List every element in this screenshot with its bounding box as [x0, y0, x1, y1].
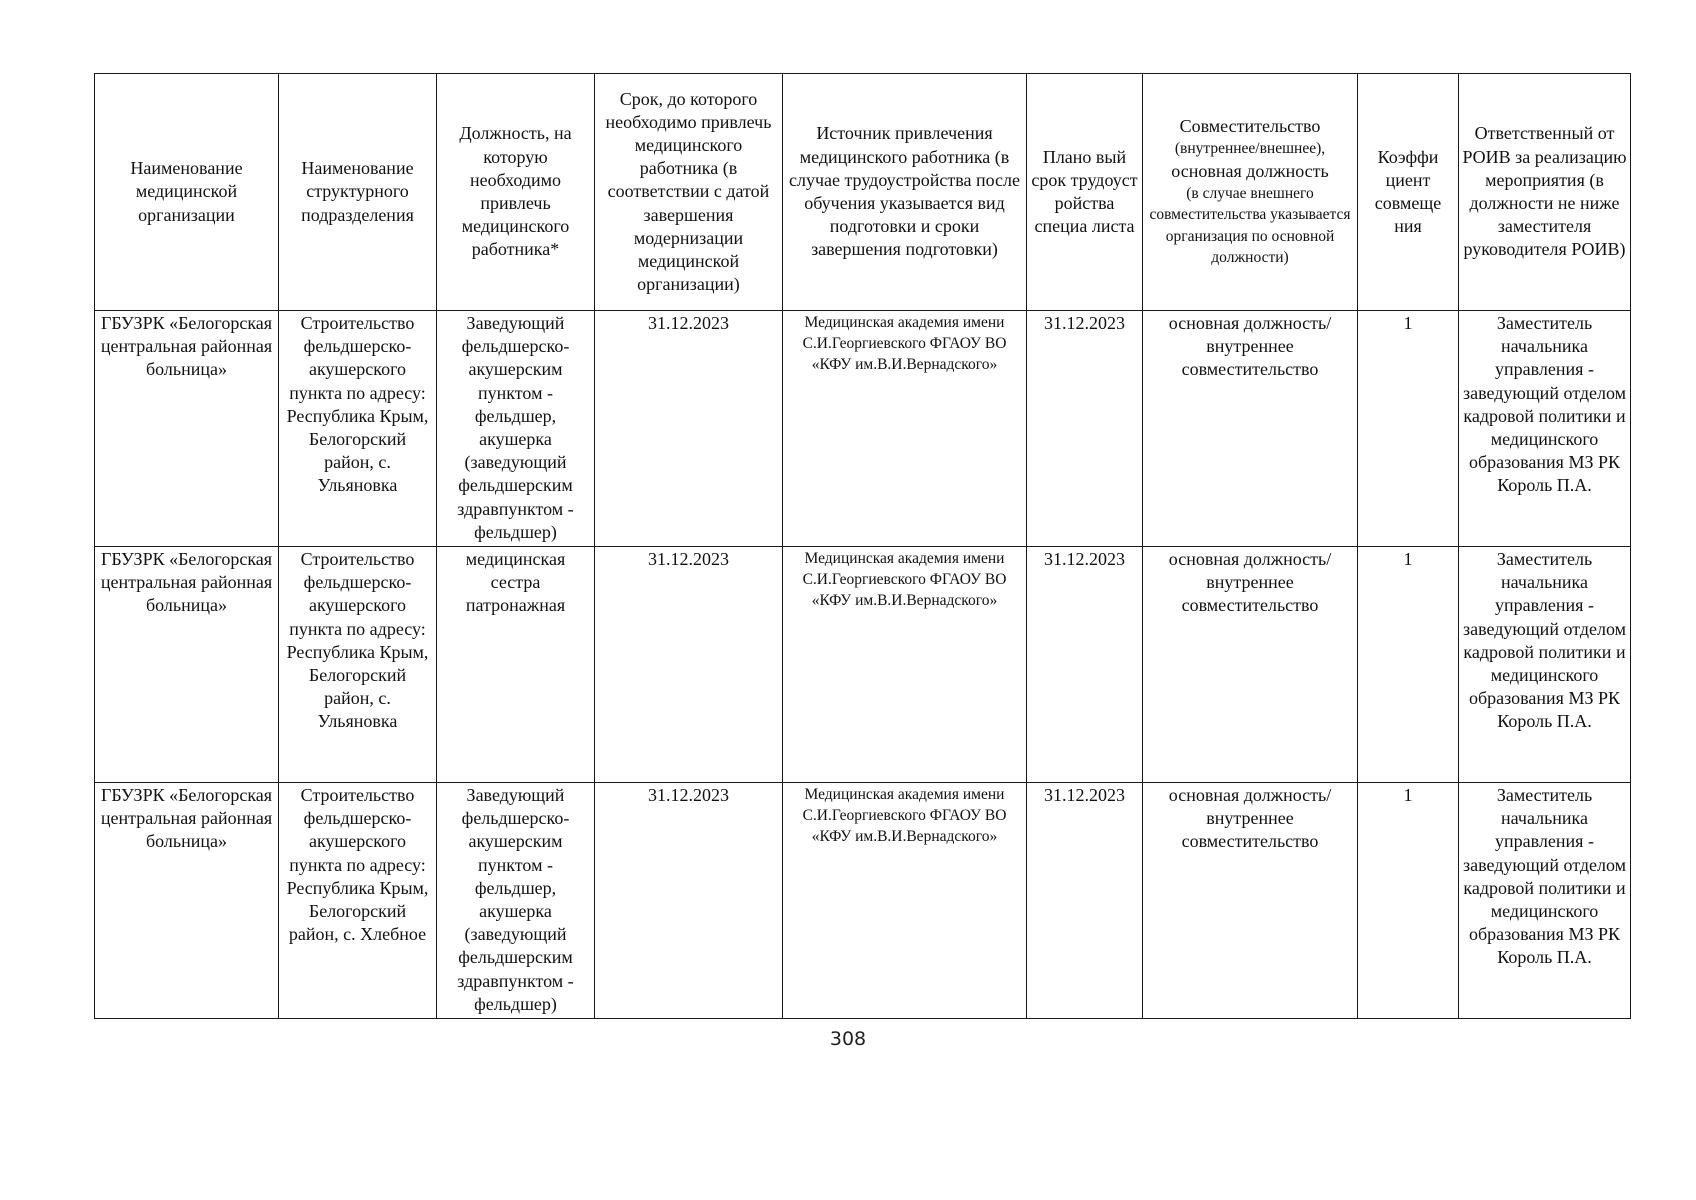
staffing-table [94, 73, 1631, 1019]
cell-coefficient: 1 [1358, 547, 1459, 783]
header-planned-date: Плано вый срок трудоуст ройства специа листа [1027, 74, 1143, 311]
cell-planned-date: 31.12.2023 [1027, 547, 1143, 783]
header-combination [1143, 74, 1358, 311]
cell-coefficient: 1 [1358, 311, 1459, 547]
table-row [95, 547, 1631, 783]
cell-planned-date: 31.12.2023 [1027, 311, 1143, 547]
cell-position: Заведующий фельдшерско-акушерским пунктом - фельдшер, акушерка (заведующий фельдшерским здравпунктом - фельдшер) [437, 311, 595, 547]
cell-coefficient: 1 [1358, 783, 1459, 1019]
cell-deadline: 31.12.2023 [595, 547, 783, 783]
cell-unit: Строительство фельдшерско-акушерского пункта по адресу: Республика Крым, Белогорский район, с. Ульяновка [279, 547, 437, 783]
cell-responsible: Заместитель начальника управления - заведующий отделом кадровой политики и медицинского образования МЗ РК Король П.А. [1459, 311, 1631, 547]
cell-deadline: 31.12.2023 [595, 783, 783, 1019]
header-combination-main-2: основная должность [1171, 160, 1329, 181]
cell-combination: основная должность/ внутреннее совместительство [1143, 311, 1358, 547]
cell-responsible: Заместитель начальника управления - заведующий отделом кадровой политики и медицинского образования МЗ РК Король П.А. [1459, 783, 1631, 1019]
header-combination-note: (в случае внешнего совместительства указывается организация по основной должности) [1149, 184, 1351, 267]
cell-source: Медицинская академия имени С.И.Георгиевского ФГАОУ ВО «КФУ им.В.И.Вернадского» [783, 783, 1027, 1019]
cell-org: ГБУЗРК «Белогорская центральная районная больница» [95, 311, 279, 547]
cell-combination: основная должность/ внутреннее совместительство [1143, 783, 1358, 1019]
header-combination-type: (внутреннее/внешнее), [1174, 140, 1326, 158]
header-row [95, 74, 1631, 311]
cell-position: медицинская сестра патронажная [437, 547, 595, 783]
table-header [95, 74, 1631, 311]
header-coefficient: Коэффи циент совмеще ния [1358, 74, 1459, 311]
table-body [95, 311, 1631, 1019]
cell-position: Заведующий фельдшерско-акушерским пунктом - фельдшер, акушерка (заведующий фельдшерским здравпунктом - фельдшер) [437, 783, 595, 1019]
cell-unit: Строительство фельдшерско-акушерского пункта по адресу: Республика Крым, Белогорский район, с. Ульяновка [279, 311, 437, 547]
cell-unit: Строительство фельдшерско-акушерского пункта по адресу: Республика Крым, Белогорский район, с. Хлебное [279, 783, 437, 1019]
cell-planned-date: 31.12.2023 [1027, 783, 1143, 1019]
table-row [95, 783, 1631, 1019]
cell-deadline: 31.12.2023 [595, 311, 783, 547]
cell-org: ГБУЗРК «Белогорская центральная районная больница» [95, 547, 279, 783]
cell-source: Медицинская академия имени С.И.Георгиевского ФГАОУ ВО «КФУ им.В.И.Вернадского» [783, 311, 1027, 547]
header-responsible: Ответственный от РОИВ за реализацию мероприятия (в должности не ниже заместителя руководителя РОИВ) [1459, 74, 1631, 311]
cell-org: ГБУЗРК «Белогорская центральная районная больница» [95, 783, 279, 1019]
header-combination-main: Совместительство [1179, 116, 1321, 137]
cell-responsible: Заместитель начальника управления - заведующий отделом кадровой политики и медицинского образования МЗ РК Король П.А. [1459, 547, 1631, 783]
page-number: 308 [829, 1028, 867, 1050]
header-source: Источник привлечения медицинского работника (в случае трудоустройства после обучения указывается вид подготовки и сроки завершения подготовки) [783, 74, 1027, 311]
header-org: Наименование медицинской организации [95, 74, 279, 311]
cell-combination: основная должность/ внутреннее совместительство [1143, 547, 1358, 783]
table-row [95, 311, 1631, 547]
header-unit: Наименование структурного подразделения [279, 74, 437, 311]
header-position: Должность, на которую необходимо привлечь медицинского работника* [437, 74, 595, 311]
cell-source: Медицинская академия имени С.И.Георгиевского ФГАОУ ВО «КФУ им.В.И.Вернадского» [783, 547, 1027, 783]
header-deadline: Срок, до которого необходимо привлечь медицинского работника (в соответствии с датой завершения модернизации медицинской организации) [595, 74, 783, 311]
